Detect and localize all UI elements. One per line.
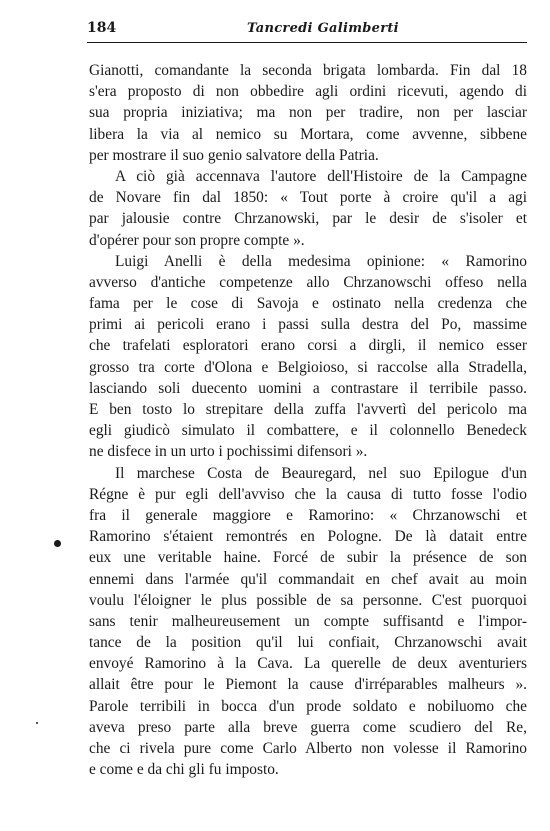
text-line: Régne è pur egli dell'avviso che la causa di tutto fosse l'odio xyxy=(89,485,527,503)
text-line: lasciando soli duecento uomini a contrastare il terribile passo. xyxy=(89,379,527,397)
text-line: primi ai pericoli erano i passi sulla destra del Po, massime xyxy=(89,316,527,334)
running-head: Tancredi Galimberti xyxy=(247,21,399,36)
page-header xyxy=(87,20,527,38)
text-line: d'opérer pour son propre compte ». xyxy=(89,231,305,249)
text-line: par jalousie contre Chrzanowski, par le desir de s'isoler et xyxy=(89,210,527,228)
text-line: E ben tosto lo strepitare della zuffa l'avvertì del pericolo ma xyxy=(89,401,527,418)
text-line: libera la via al nemico su Mortara, come avvenne, sibbene xyxy=(89,125,527,143)
text-line: allait être pour le Piemont la cause d'irréparables malheurs ». xyxy=(89,676,527,694)
body-text xyxy=(89,60,527,780)
text-line: Luigi Anelli è della medesima opinione: « Ramorino xyxy=(115,252,527,270)
text-line: fra il generale maggiore e Ramorino: « Chrzanowschi et xyxy=(89,506,527,524)
text-line: tance de la position qu'il lui confiait, Chrzanowschi avait xyxy=(89,634,527,652)
text-line: grosso tra corte d'Olona e Belgioioso, si raccolse alla Stradella, xyxy=(89,358,527,376)
text-line: che ci rivela pure come Carlo Alberto non volesse il Ramorino xyxy=(89,740,527,757)
text-line: envoyé Ramorino à la Cava. La querelle de deux aventuriers xyxy=(89,655,527,673)
text-line: per mostrare il suo genio salvatore della Patria. xyxy=(89,146,379,164)
text-line: che trafelati esploratori erano corsi a dirgli, il nemico esser xyxy=(89,337,527,355)
text-line: egli giudicò simulato il combattere, e il colonnello Benedeck xyxy=(89,422,527,440)
text-line: sans tenir malheureusement un compte suffisantd e l'impor- xyxy=(89,612,527,630)
text-line: Il marchese Costa de Beauregard, nel suo Epilogue d'un xyxy=(115,464,527,482)
text-line: Parole terribili in bocca d'un prode soldato e nobiluomo che xyxy=(89,697,527,715)
text-line: Gianotti, comandante la seconda brigata lombarda. Fin dal 18 xyxy=(89,62,527,79)
text-line: Ramorino s'étaient remontrés en Pologne. De là datait entre xyxy=(89,528,527,546)
text-line: sua propria iniziativa; ma non per tradire, non per lasciar xyxy=(89,104,527,122)
margin-speck-mark xyxy=(36,722,38,724)
text-line: ne disfece in un urto i pochissimi difensori ». xyxy=(89,443,368,461)
text-line: s'era proposto di non obbedire agli ordini ricevuti, agendo di xyxy=(89,83,527,101)
text-line: eux une veritable haine. Forcé de subir la présence de son xyxy=(89,549,527,567)
text-line: voulu l'éloigner le plus possible de sa personne. C'est puorquoi xyxy=(89,591,527,609)
text-line: e come e da chi gli fu imposto. xyxy=(89,761,279,779)
text-line: A ciò già accennava l'autore dell'Histoire de la Campagne xyxy=(115,167,527,185)
text-line: ennemi dans l'armée qu'il commandait en chef avait au moin xyxy=(89,570,527,588)
text-line: avverso d'antiche competenze allo Chrzanowschi offeso nella xyxy=(89,273,527,291)
text-line: aveva preso parte alla breve guerra come scudiero del Re, xyxy=(89,718,527,736)
header-rule xyxy=(87,42,527,43)
margin-dot-mark xyxy=(54,540,61,547)
text-line: fama per le cose di Savoja e ostinato nella credenza che xyxy=(89,295,527,313)
page-number: 184 xyxy=(87,20,117,36)
text-line: de Novare fin dal 1850: « Tout porte à croire qu'il a agi xyxy=(89,189,527,207)
